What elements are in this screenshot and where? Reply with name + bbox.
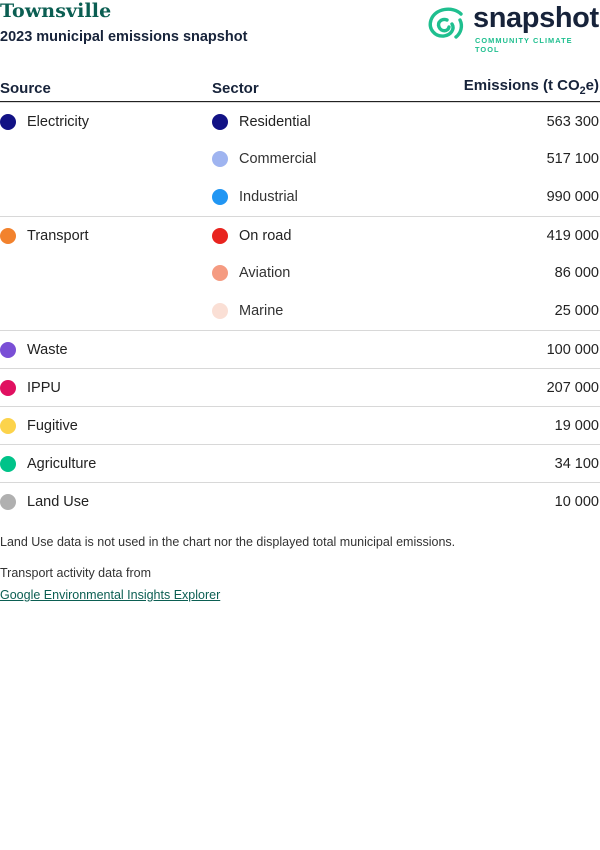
sector-color-dot: [212, 114, 228, 130]
source-color-dot: [0, 228, 16, 244]
sector-color-dot: [212, 151, 228, 167]
footnote-transport: Transport activity data from: [0, 566, 151, 581]
snapshot-logo: [425, 2, 600, 52]
row-sector-cell: [212, 114, 432, 130]
table-row: [0, 102, 600, 140]
row-sector-cell: [212, 265, 432, 281]
table-row: [0, 368, 600, 406]
source-label: IPPU: [27, 379, 61, 396]
row-sector-cell: [212, 228, 432, 244]
emissions-value: 86 000: [554, 265, 599, 281]
emissions-value: 10 000: [554, 493, 599, 510]
source-label: Agriculture: [27, 455, 97, 472]
column-header-emissions-sub: 2: [579, 85, 586, 97]
source-label: Electricity: [27, 113, 90, 130]
row-source-cell: [0, 228, 212, 244]
row-source-cell: [0, 114, 212, 130]
column-header-source: Source: [0, 80, 51, 97]
column-header-emissions: [432, 77, 600, 97]
source-label: Fugitive: [27, 417, 78, 434]
table-row: [0, 406, 600, 444]
sector-label: On road: [239, 227, 292, 244]
table-row: [0, 178, 600, 216]
logo-tagline: COMMUNITY CLIMATE TOOL: [475, 36, 573, 54]
table-row: [0, 216, 600, 254]
emissions-value: 517 100: [546, 151, 599, 167]
column-header-emissions-prefix: Emissions (t CO: [463, 77, 580, 94]
table-row: [0, 330, 600, 368]
row-source-cell: [0, 494, 212, 510]
sector-label: Aviation: [239, 265, 291, 281]
table-row: [0, 254, 600, 292]
page-title: Townsville: [0, 0, 112, 22]
emissions-value: 100 000: [546, 341, 599, 358]
source-color-dot: [0, 342, 16, 358]
source-color-dot: [0, 114, 16, 130]
emissions-value: 19 000: [554, 417, 599, 434]
eie-link[interactable]: Google Environmental Insights Explorer: [0, 587, 221, 602]
emissions-value: 25 000: [554, 303, 599, 319]
source-label: Waste: [27, 341, 68, 358]
source-color-dot: [0, 456, 16, 472]
emissions-value: 207 000: [546, 379, 599, 396]
sector-color-dot: [212, 265, 228, 281]
table-row: [0, 444, 600, 482]
footnotes: [0, 533, 600, 605]
table-row: [0, 292, 600, 330]
logo-wordmark: snapshot: [473, 2, 599, 34]
sector-label: Industrial: [239, 189, 298, 205]
sector-label: Residential: [239, 113, 311, 130]
column-header-sector: Sector: [212, 80, 259, 97]
source-label: Land Use: [27, 493, 90, 510]
source-color-dot: [0, 418, 16, 434]
sector-color-dot: [212, 303, 228, 319]
footnote-landuse: Land Use data is not used in the chart nor the displayed total municipal emissions.: [0, 535, 456, 549]
sector-color-dot: [212, 228, 228, 244]
page-header: [0, 0, 600, 58]
table-row: [0, 140, 600, 178]
row-source-cell: [0, 380, 212, 396]
row-source-cell: [0, 418, 212, 434]
emissions-value: 419 000: [546, 227, 599, 244]
source-color-dot: [0, 494, 16, 510]
row-sector-cell: [212, 189, 432, 205]
emissions-table: [0, 68, 600, 520]
snapshot-logo-mark: [425, 4, 467, 46]
table-row: [0, 482, 600, 520]
row-sector-cell: [212, 303, 432, 319]
emissions-value: 34 100: [554, 455, 599, 472]
source-color-dot: [0, 380, 16, 396]
row-source-cell: [0, 342, 212, 358]
sector-label: Marine: [239, 303, 284, 319]
source-label: Transport: [27, 227, 89, 244]
row-source-cell: [0, 456, 212, 472]
table-header-row: [0, 68, 600, 102]
emissions-value: 563 300: [546, 113, 599, 130]
emissions-value: 990 000: [546, 189, 599, 205]
page-subtitle: 2023 municipal emissions snapshot: [0, 29, 248, 45]
column-header-emissions-suffix: e): [585, 77, 599, 94]
sector-label: Commercial: [239, 151, 317, 167]
sector-color-dot: [212, 189, 228, 205]
row-sector-cell: [212, 151, 432, 167]
